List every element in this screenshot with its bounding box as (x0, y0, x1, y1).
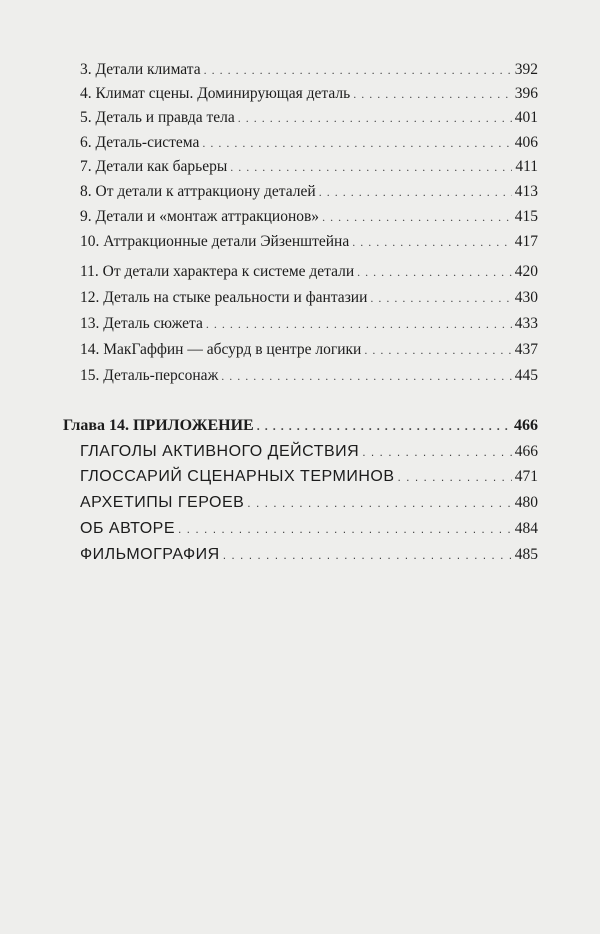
appendix-page: 484 (514, 520, 538, 537)
toc-appendix-entry (80, 493, 538, 513)
toc-entry-page: 406 (514, 134, 538, 151)
toc-entry-label: 12. Деталь на стыке реальности и фантазии (80, 289, 368, 306)
dot-leader (319, 182, 512, 202)
toc-entry-page: 413 (514, 183, 538, 200)
toc-entry-page: 401 (514, 109, 538, 126)
dot-leader (204, 60, 512, 80)
toc-entry-label: 9. Детали и «монтаж аттракционов» (80, 208, 320, 225)
dot-leader (223, 545, 512, 565)
dot-leader (257, 416, 511, 436)
toc-entry-page: 392 (514, 61, 538, 78)
toc-entry (80, 314, 538, 334)
appendix-label: ОБ АВТОРЕ (80, 520, 176, 537)
dot-leader (322, 207, 512, 227)
toc-entry-label: 10. Аттракционные детали Эйзенштейна (80, 233, 350, 250)
toc-entry-label: 11. От детали характера к системе детали (80, 263, 355, 280)
toc-entry-page: 433 (514, 315, 538, 332)
toc-entry (80, 157, 538, 177)
dot-leader (221, 366, 511, 386)
appendix-label: АРХЕТИПЫ ГЕРОЕВ (80, 494, 245, 511)
dot-leader (247, 493, 511, 513)
dot-leader (202, 133, 511, 153)
dot-leader (362, 442, 512, 462)
dot-leader (238, 108, 512, 128)
dot-leader (357, 262, 512, 282)
dot-leader (353, 84, 512, 104)
toc-entry-label: 5. Деталь и правда тела (80, 109, 235, 126)
dot-leader (370, 288, 511, 308)
appendix-label: ГЛАГОЛЫ АКТИВНОГО ДЕЙСТВИЯ (80, 443, 360, 460)
toc-entry-label: 6. Деталь-система (80, 134, 200, 151)
toc-entry (80, 262, 538, 282)
toc-entry (80, 60, 538, 80)
appendix-page: 466 (514, 443, 538, 460)
toc-entry-page: 430 (514, 289, 538, 306)
appendix-page: 485 (514, 546, 538, 563)
toc-entry-label: 13. Деталь сюжета (80, 315, 203, 332)
toc-entry-label: 7. Детали как барьеры (80, 158, 228, 175)
dot-leader (178, 519, 512, 539)
toc-entry-page: 420 (514, 263, 538, 280)
toc-entry-page: 396 (514, 85, 538, 102)
chapter-title: Глава 14. ПРИЛОЖЕНИЕ (63, 417, 254, 434)
dot-leader (206, 314, 512, 334)
toc-entry (80, 84, 538, 104)
toc-entry (80, 133, 538, 153)
chapter-page: 466 (514, 417, 538, 434)
toc-appendix-entry (80, 519, 538, 539)
toc-entry (80, 366, 538, 386)
toc-appendix-entry (80, 467, 538, 487)
toc-chapter-entry (63, 416, 538, 436)
dot-leader (364, 340, 511, 360)
toc-entry-page: 437 (514, 341, 538, 358)
toc-entry-label: 14. МакГаффин — абсурд в центре логики (80, 341, 362, 358)
toc-entry-label: 3. Детали климата (80, 61, 201, 78)
toc-appendix-entry (80, 442, 538, 462)
toc-entry-label: 8. От детали к аттракциону деталей (80, 183, 316, 200)
dot-leader (398, 467, 512, 487)
toc-entry-page: 417 (514, 233, 538, 250)
toc-entry (80, 182, 538, 202)
dot-leader (352, 232, 512, 252)
toc-entry-label: 4. Климат сцены. Доминирующая деталь (80, 85, 351, 102)
toc-entry-page: 445 (514, 367, 538, 384)
dot-leader (230, 157, 512, 177)
toc-entry (80, 288, 538, 308)
appendix-label: ФИЛЬМОГРАФИЯ (80, 546, 220, 563)
toc-entry-page: 411 (515, 158, 538, 175)
toc-entry (80, 340, 538, 360)
appendix-page: 471 (514, 468, 538, 485)
toc-entry-page: 415 (514, 208, 538, 225)
appendix-label: ГЛОССАРИЙ СЦЕНАРНЫХ ТЕРМИНОВ (80, 468, 395, 485)
appendix-page: 480 (514, 494, 538, 511)
toc-entry (80, 108, 538, 128)
toc-entry (80, 207, 538, 227)
toc-appendix-entry (80, 545, 538, 565)
toc-entry-label: 15. Деталь-персонаж (80, 367, 219, 384)
toc-entry (80, 232, 538, 252)
